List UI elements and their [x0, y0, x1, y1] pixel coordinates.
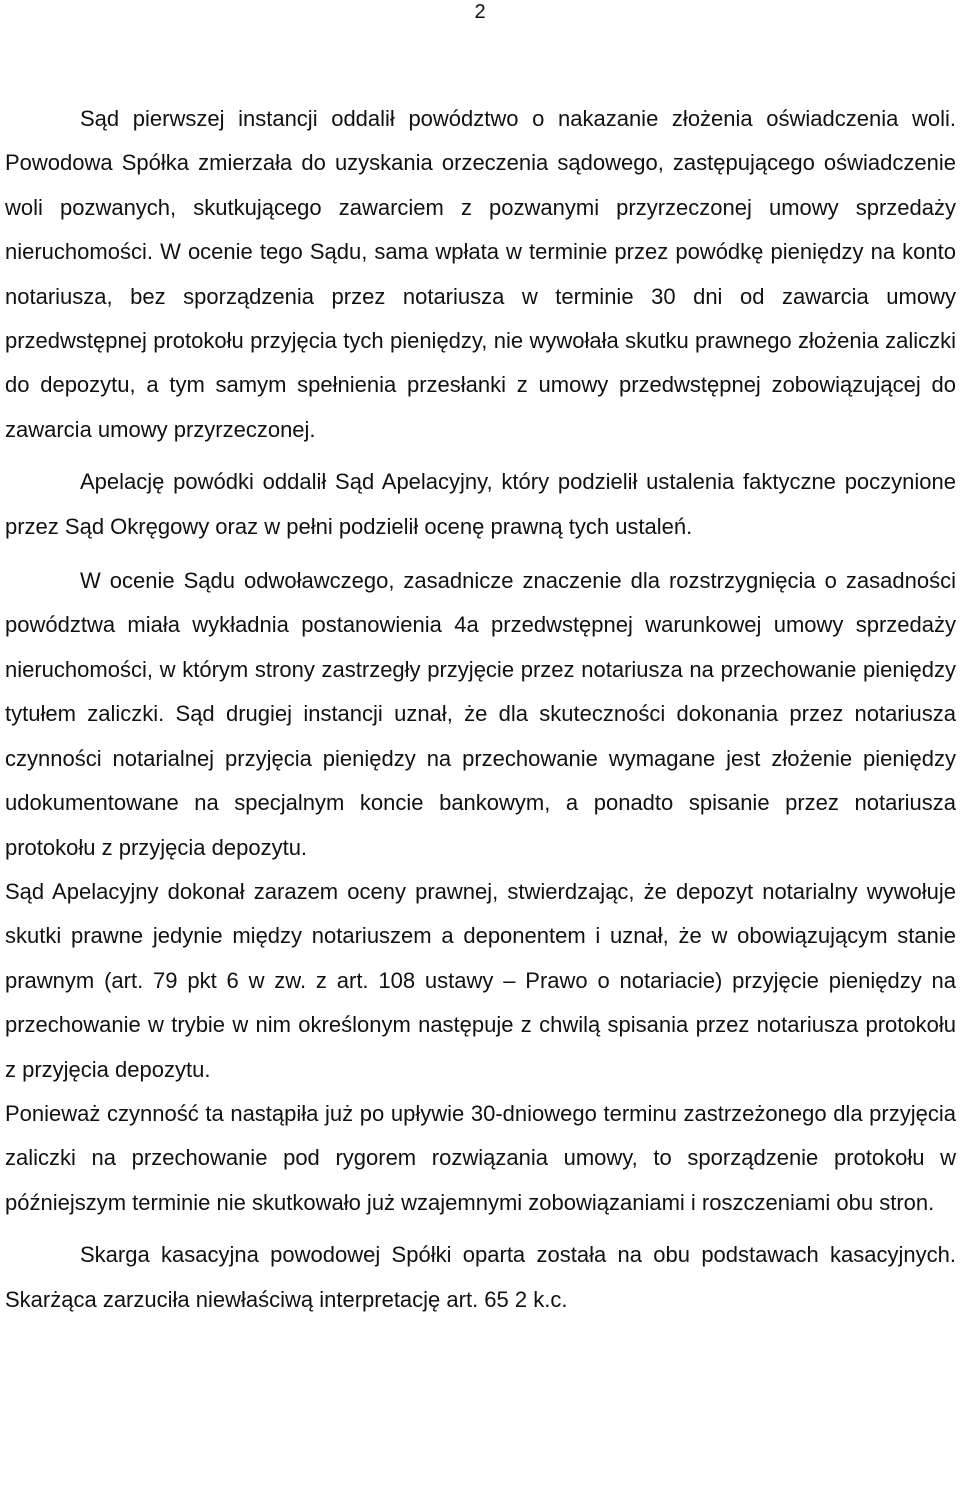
paragraph-appeal: Apelację powódki oddalił Sąd Apelacyjny, który podzielił ustalenia faktyczne poczynione przez Sąd Okręgowy oraz w pełni podzielił ocenę prawną tych ustaleń. [5, 469, 956, 539]
document-body [5, 97, 956, 1322]
paragraph-appellate-assessment: W ocenie Sądu odwoławczego, zasadnicze znaczenie dla rozstrzygnięcia o zasadności powództwa miała wykładnia postanowienia 4a przedwstępnej warunkowej umowy sprzedaży nieruchomości, w którym strony zastrzegły przyjęcie przez notariusza na przechowanie pieniędzy tytułem zaliczki. Sąd drugiej instancji uznał, że dla skuteczności dokonania przez notariusza czynności notarialnej przyjęcia pieniędzy na przechowanie wymagane jest złożenie pieniędzy udokumentowane na specjalnym koncie bankowym, a ponadto spisanie przez notariusza protokołu z przyjęcia depozytu. [5, 568, 956, 860]
paragraph-cassation: Skarga kasacyjna powodowej Spółki oparta została na obu podstawach kasacyjnych. Skarżąca zarzuciła niewłaściwą interpretację art. 65 2 k.c. [5, 1242, 956, 1312]
paragraph-legal-assessment: Sąd Apelacyjny dokonał zarazem oceny prawnej, stwierdzając, że depozyt notarialny wywołuje skutki prawne jedynie między notariuszem a deponentem i uznał, że w obowiązującym stanie prawnym (art. 79 pkt 6 w zw. z art. 108 ustawy – Prawo o notariacie) przyjęcie pieniędzy na przechowanie w trybie w nim określonym następuje z chwilą spisania przez notariusza protokołu z przyjęcia depozytu. [5, 878, 956, 1082]
paragraph-deadline: Ponieważ czynność ta nastąpiła już po upływie 30-dniowego terminu zastrzeżonego dla przyjęcia zaliczki na przechowanie pod rygorem rozwiązania umowy, to sporządzenie protokołu w późniejszym terminie nie skutkowało już wzajemnymi zobowiązaniami i roszczeniami obu stron. [5, 1100, 956, 1215]
paragraph-first-instance: Sąd pierwszej instancji oddalił powództwo o nakazanie złożenia oświadczenia woli. Powodowa Spółka zmierzała do uzyskania orzeczenia sądowego, zastępującego oświadczenie woli pozwanych, skutkującego zawarciem z pozwanymi przyrzeczonej umowy sprzedaży nieruchomości. W ocenie tego Sądu, sama wpłata w terminie przez powódkę pieniędzy na konto notariusza, bez sporządzenia przez notariusza w terminie 30 dni od zawarcia umowy przedwstępnej protokołu przyjęcia tych pieniędzy, nie wywołała skutku prawnego złożenia zaliczki do depozytu, a tym samym spełnienia przesłanki z umowy przedwstępnej zobowiązującej do zawarcia umowy przyrzeczonej. [5, 106, 956, 442]
page-number: 2 [474, 1, 486, 23]
